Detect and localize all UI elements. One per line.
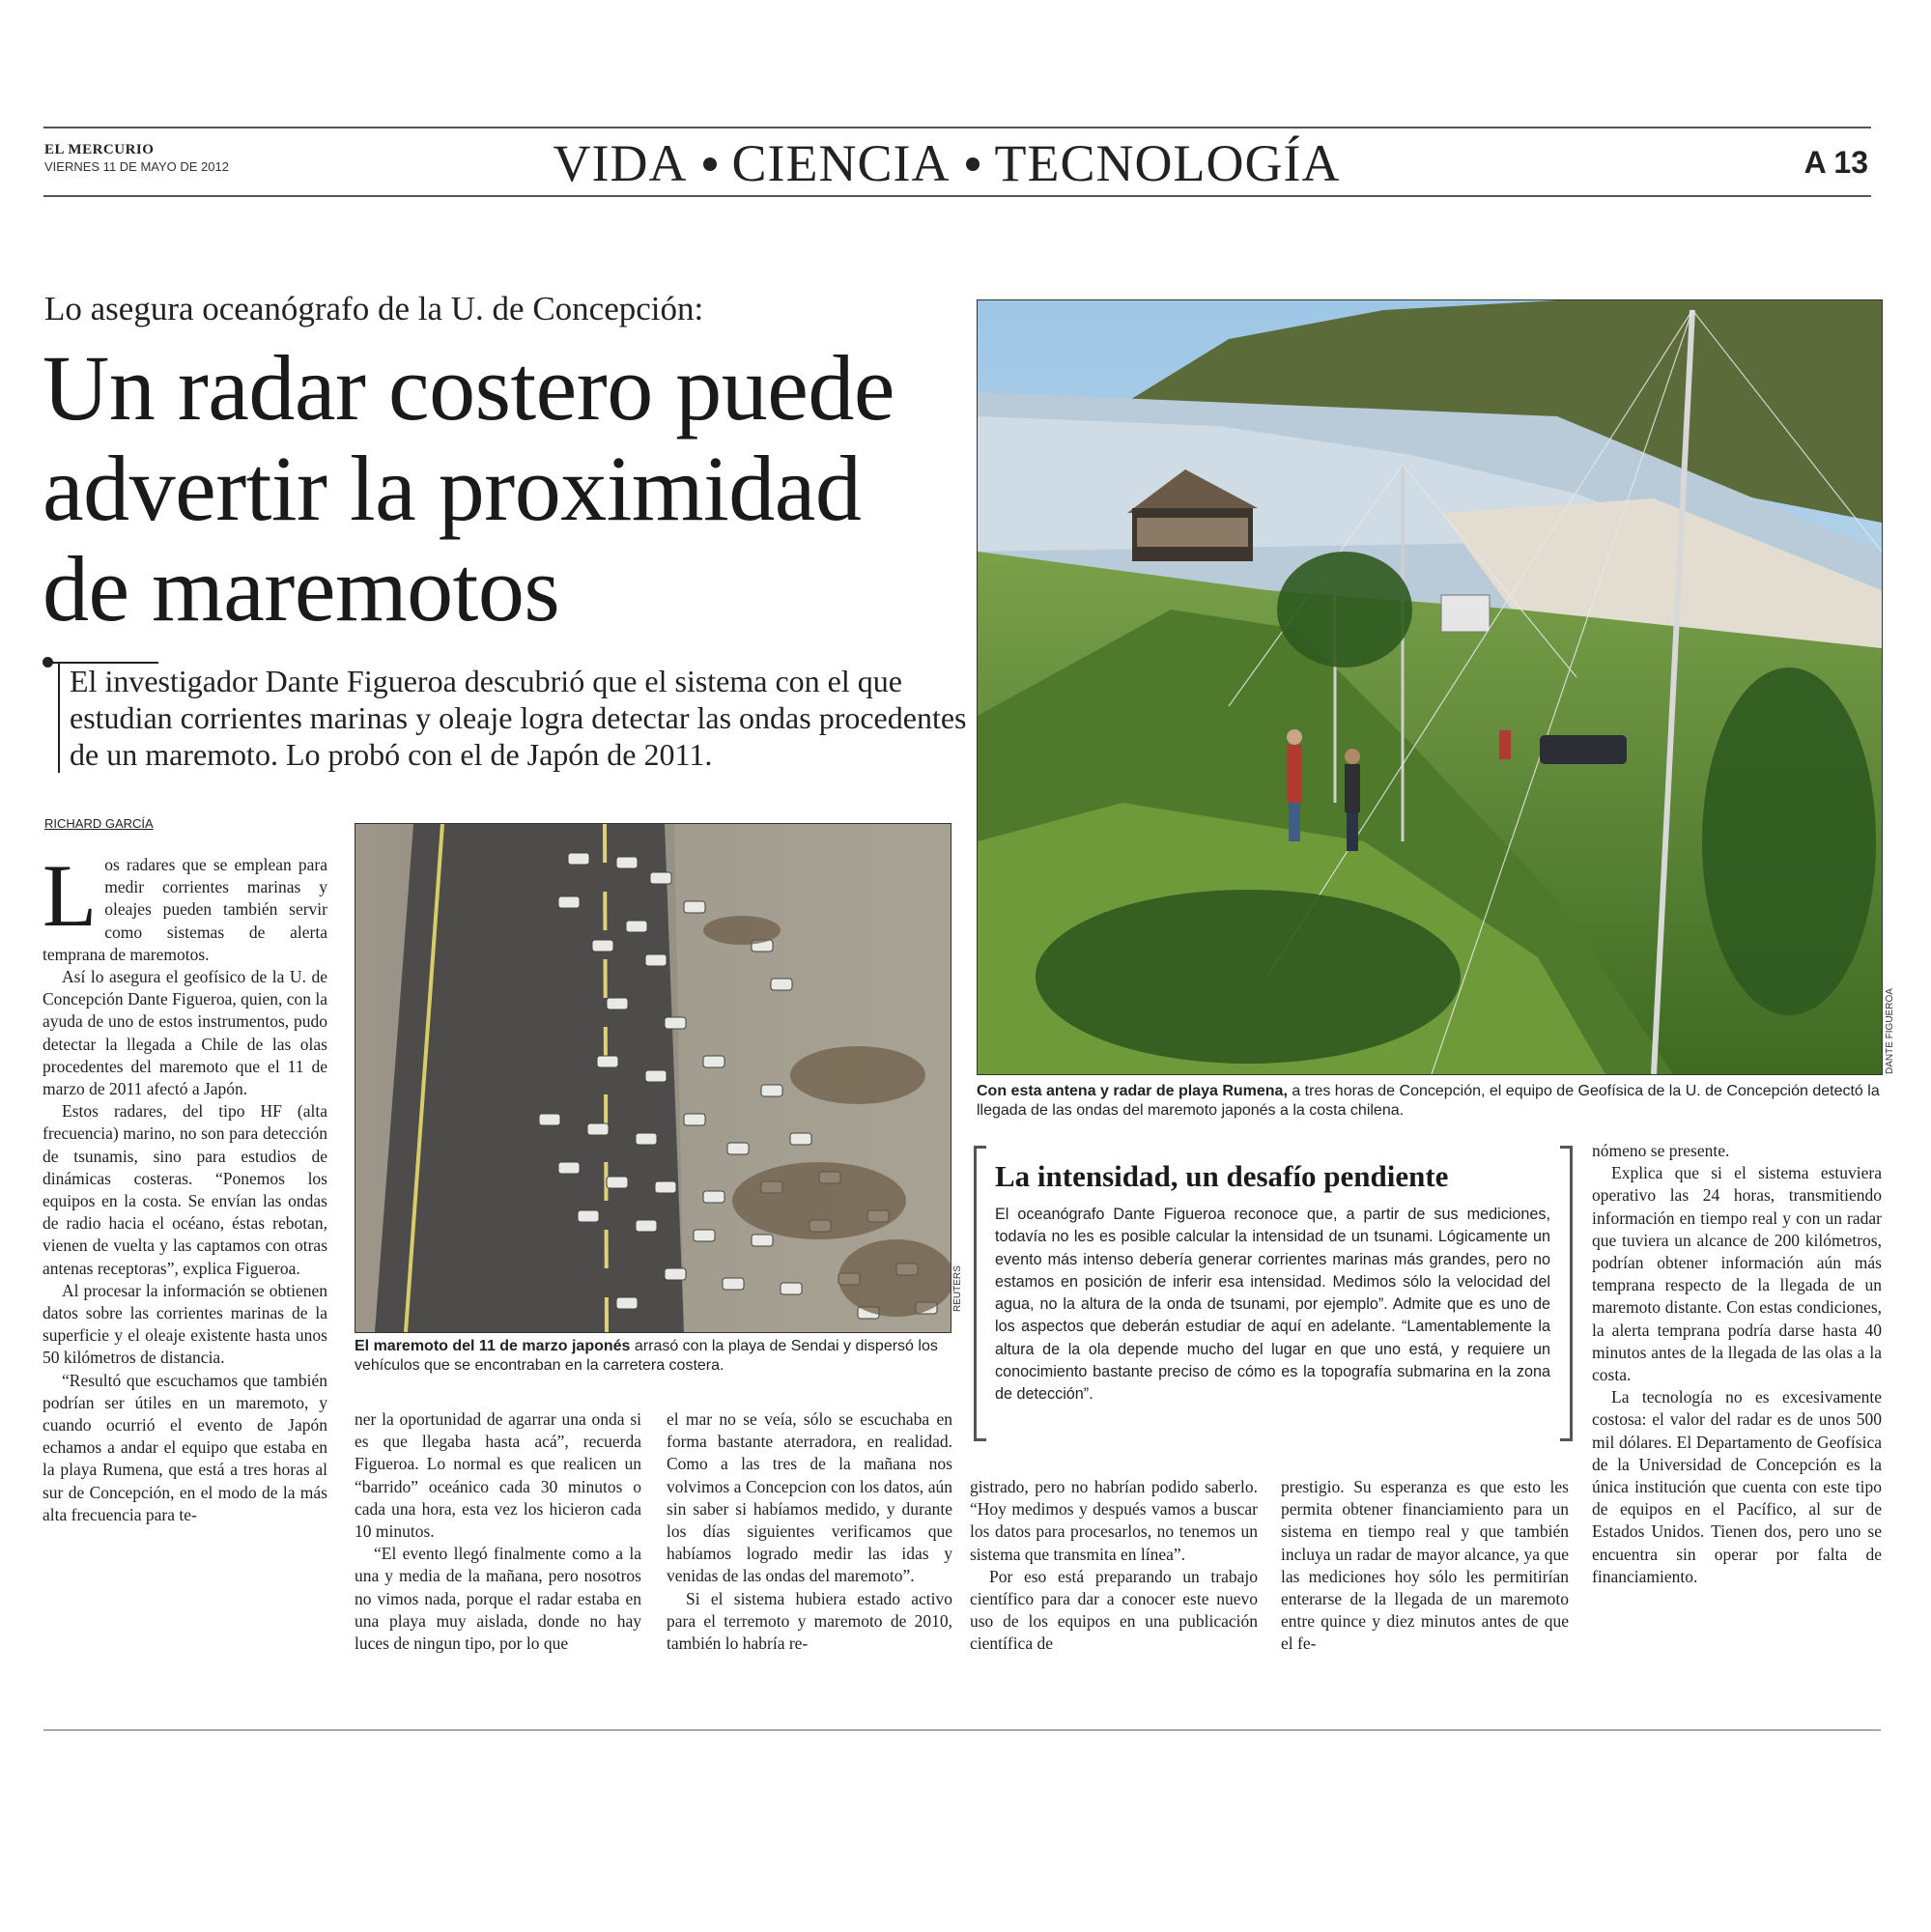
article-dek: El investigador Dante Figueroa descubrió que el sistema con el que estudian corrientes marinas y oleaje logra detectar las ondas procedentes de un maremoto. Lo probó con el de Japón de 2011. <box>58 663 978 773</box>
photo-credit-reuters: REUTERS <box>952 1265 963 1312</box>
paragraph: Explica que si el sistema estuviera operativo las 24 horas, transmitiendo información en tiempo real y con un radar que tuviera un alcance de 200 kilómetros, podrían obtener información aún más temprana respecto de la llegada de un maremoto distante. Con estas condiciones, la alerta temprana podría darse hasta 40 minutos antes de la llegada de las olas a la costa. <box>1592 1163 1882 1385</box>
paragraph: Si el sistema hubiera estado activo para el terremoto y maremoto de 2010, también lo habría re- <box>667 1588 952 1654</box>
footer-rule <box>43 1729 1881 1731</box>
paragraph: gistrado, pero no habrían podido saberlo. “Hoy medimos y después vamos a buscar los datos para procesarlos, no tenemos un sistema que transmita en línea”. <box>970 1477 1258 1564</box>
paragraph: el mar no se veía, sólo se escuchaba en forma bastante aterradora, en realidad. Como a las tres de la mañana nos volvimos a Concepcion con los datos, aún sin saber si habíamos medido, y durante los días siguientes verificamos que habíamos logrado medir las idas y venidas de las ondas del maremoto”. <box>667 1409 952 1586</box>
box-bracket-right <box>1560 1146 1573 1441</box>
article-kicker: Lo asegura oceanógrafo de la U. de Concepción: <box>44 290 704 327</box>
section-title <box>444 133 1449 193</box>
article-column-1 <box>43 846 327 1526</box>
sendai-tsunami-photo <box>355 823 951 1333</box>
paragraph: nómeno se presente. <box>1592 1141 1730 1160</box>
section-part-ciencia: CIENCIA <box>731 134 951 192</box>
paragraph: Al procesar la información se obtienen datos sobre las corrientes marinas de la superficie y el oleaje existente hasta unos 50 kilómetros de distancia. <box>43 1280 327 1368</box>
rumena-antenna-photo <box>977 299 1883 1075</box>
sidebar-text: El oceanógrafo Dante Figueroa reconoce que, a partir de sus mediciones, todavía no les es posible calcular la intensidad de un tsunami. Lógicamente un evento más intenso debería generar corrientes marinas más grandes, pero no estamos en posición de inferir esa intensidad. Medimos sólo la velocidad del agua, no la altura de la onda de tsunami, por ejemplo”. Admite que es uno de los aspectos que deberán estudiar de aquí en adelante. “Lamentablemente la altura de la ola depende mucho del lugar en que uno está, y requiere un conocimiento bastante preciso de cómo es la topografía submarina en la zona de detección”. <box>995 1206 1550 1404</box>
page-number: A 13 <box>1803 145 1868 180</box>
header-top-rule <box>43 127 1871 128</box>
photo-credit-figueroa: DANTE FIGUEROA <box>1885 988 1895 1074</box>
paragraph: “El evento llegó finalmente como a la una y media de la mañana, pero nosotros no vimos nada, porque el radar estaba en una playa muy aislada, donde no hay luces de ningun tipo, por lo que <box>355 1544 641 1654</box>
paragraph: ner la oportunidad de agarrar una onda si es que llegaba hasta acá”, recuerda Figueroa. Lo normal es que realicen un “barrido” oceánico cada 30 minutos o cada una hora, esta vez los hicieron cada 10 minutos. <box>355 1409 641 1542</box>
article-column-3 <box>667 1408 952 1655</box>
section-part-vida: VIDA <box>553 134 688 192</box>
paragraph: Por eso está preparando un trabajo científico para dar a conocer este nuevo uso de los equipos en una publicación científica de <box>970 1566 1258 1654</box>
bullet-separator <box>703 157 717 171</box>
sidebar-box <box>974 1146 1573 1441</box>
highway <box>375 824 684 1332</box>
sidebar-title: La intensidad, un desafío pendiente <box>995 1159 1449 1193</box>
paragraph: Estos radares, del tipo HF (alta frecuencia) marino, no son para detección de tsunamis, sino para estudios de dinámicas costeras. “Ponemos los equipos en la costa. Se envían las ondas de radio hacia el océano, éstas rebotan, vienen de vuelta y las captamos con otras antenas receptoras”, explica Figueroa. <box>43 1101 327 1278</box>
photo-caption-left: El maremoto del 11 de marzo japonés arrasó con la playa de Sendai y dispersó los vehículos que se encontraban en la carretera costera. <box>355 1338 938 1374</box>
article-column-4 <box>970 1476 1258 1656</box>
article-column-5 <box>1281 1476 1569 1656</box>
paragraph: “Resultó que escuchamos que también podrían ser útiles en un maremoto, y cuando ocurrió el evento de Japón echamos a andar el equipo que estaba en la playa Rumena, que está a tres horas al sur de Concepción, en el modo de la más alta frecuencia para te- <box>43 1370 327 1524</box>
article-headline: Un radar costero puede advertir la proximidad de maremotos <box>43 336 895 640</box>
issue-date: VIERNES 11 DE MAYO DE 2012 <box>44 159 229 174</box>
drop-cap: L <box>43 846 98 945</box>
article-column-6 <box>1592 1140 1882 1588</box>
section-part-tecnologia: TECNOLOGÍA <box>994 134 1341 192</box>
pickup-truck <box>1540 735 1627 764</box>
header-bottom-rule <box>43 195 1871 197</box>
byline: RICHARD GARCÍA <box>44 816 154 831</box>
paragraph: Así lo asegura el geofísico de la U. de Concepción Dante Figueroa, quien, con la ayuda de uno de estos instrumentos, pudo detectar la llegada a Chile de las olas procedentes del maremoto que el 11 de marzo de 2011 afectó a Japón. <box>43 967 327 1099</box>
photo-caption-right: Con esta antena y radar de playa Rumena, a tres horas de Concepción, el equipo de Geofísica de la U. de Concepción detectó la llegada de las ondas del maremoto japonés a la costa chilena. <box>977 1083 1880 1119</box>
newspaper-name: EL MERCURIO <box>44 142 155 157</box>
decorative-dot <box>43 657 53 668</box>
box-bracket-left <box>974 1146 986 1441</box>
bullet-separator <box>966 157 980 171</box>
article-column-2 <box>355 1408 641 1655</box>
paragraph: prestigio. Su esperanza es que esto les permita obtener financiamiento para un sistema en tiempo real y que también incluya un radar de mayor alcance, ya que las mediciones hoy sólo les permitirían enterarse de la llegada de un maremoto entre quince y diez minutos antes de que el fe- <box>1281 1477 1569 1654</box>
paragraph: Los radares que se emplean para medir corrientes marinas y oleajes pueden también servir como sistemas de alerta temprana de maremotos. <box>43 846 327 964</box>
paragraph: La tecnología no es excesivamente costosa: el valor del radar es de unos 500 mil dólares. El Departamento de Geofísica de la Universidad de Concepción es la única institución que cuenta con este tipo de equipos en el Pacífico, al sur de Estados Unidos. Tienen dos, pero uno se encuentra sin operar por falta de financiamiento. <box>1592 1387 1882 1586</box>
